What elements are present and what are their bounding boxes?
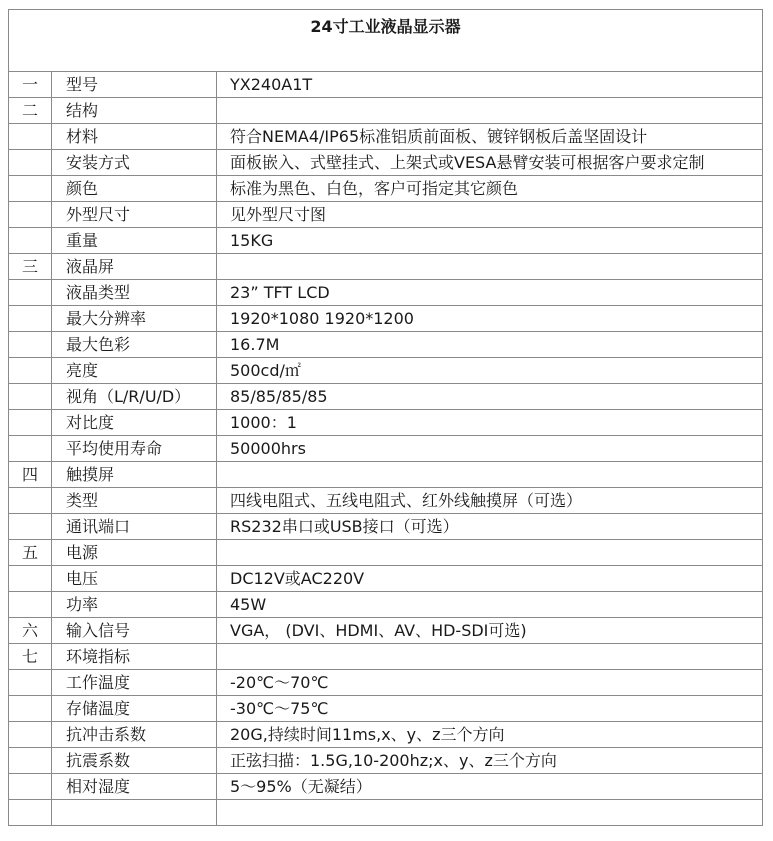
row-label: 电压: [52, 566, 217, 592]
row-value: 见外型尺寸图: [217, 202, 763, 228]
row-value: 面板嵌入、式壁挂式、上架式或VESA悬臂安装可根据客户要求定制: [217, 150, 763, 176]
row-section-number: [9, 566, 52, 592]
row-section-number: 二: [9, 98, 52, 124]
row-value: [217, 644, 763, 670]
row-section-number: [9, 384, 52, 410]
row-value: 20G,持续时间11ms,x、y、z三个方向: [217, 722, 763, 748]
row-label: 环境指标: [52, 644, 217, 670]
row-section-number: 一: [9, 72, 52, 98]
table-row: [9, 540, 763, 566]
table-row: [9, 592, 763, 618]
spec-table: [8, 9, 763, 826]
table-row: [9, 72, 763, 98]
row-value: 标准为黑色、白色，客户可指定其它颜色: [217, 176, 763, 202]
row-label: 抗震系数: [52, 748, 217, 774]
row-value: YX240A1T: [217, 72, 763, 98]
table-row: [9, 436, 763, 462]
row-label: 通讯端口: [52, 514, 217, 540]
row-label: 对比度: [52, 410, 217, 436]
table-row: [9, 462, 763, 488]
row-section-number: [9, 436, 52, 462]
row-value: VGA， (DVI、HDMI、AV、HD-SDI可选): [217, 618, 763, 644]
row-label: 颜色: [52, 176, 217, 202]
title-row: [9, 10, 763, 72]
row-section-number: [9, 748, 52, 774]
row-label: 重量: [52, 228, 217, 254]
row-label: 输入信号: [52, 618, 217, 644]
row-value: -20℃～70℃: [217, 670, 763, 696]
row-label: 平均使用寿命: [52, 436, 217, 462]
table-row: [9, 150, 763, 176]
table-row: [9, 254, 763, 280]
row-label: 安装方式: [52, 150, 217, 176]
row-section-number: 七: [9, 644, 52, 670]
row-section-number: [9, 358, 52, 384]
row-value: [217, 254, 763, 280]
empty-cell: [9, 800, 52, 826]
row-section-number: [9, 124, 52, 150]
spec-table-body: [9, 10, 763, 826]
row-value: 85/85/85/85: [217, 384, 763, 410]
row-label: 电源: [52, 540, 217, 566]
row-value: 四线电阻式、五线电阻式、红外线触摸屏（可选）: [217, 488, 763, 514]
row-section-number: [9, 228, 52, 254]
table-row: [9, 410, 763, 436]
table-row: [9, 358, 763, 384]
empty-cell: [217, 800, 763, 826]
table-row: [9, 514, 763, 540]
row-label: 视角（L/R/U/D）: [52, 384, 217, 410]
row-label: 最大分辨率: [52, 306, 217, 332]
row-value: 符合NEMA4/IP65标准铝质前面板、镀锌钢板后盖坚固设计: [217, 124, 763, 150]
row-value: 50000hrs: [217, 436, 763, 462]
table-row: [9, 98, 763, 124]
table-row: [9, 774, 763, 800]
row-value: 1920*1080 1920*1200: [217, 306, 763, 332]
table-row: [9, 384, 763, 410]
row-label: 最大色彩: [52, 332, 217, 358]
row-section-number: [9, 410, 52, 436]
row-section-number: 六: [9, 618, 52, 644]
row-value: [217, 462, 763, 488]
page-title: 24寸工业液晶显示器: [9, 10, 763, 72]
table-row: [9, 748, 763, 774]
table-row: [9, 228, 763, 254]
row-section-number: [9, 150, 52, 176]
row-label: 相对湿度: [52, 774, 217, 800]
row-label: 材料: [52, 124, 217, 150]
table-row: [9, 202, 763, 228]
table-row: [9, 306, 763, 332]
row-label: 抗冲击系数: [52, 722, 217, 748]
row-section-number: [9, 722, 52, 748]
table-row: [9, 696, 763, 722]
row-value: 5～95%（无凝结）: [217, 774, 763, 800]
row-value: DC12V或AC220V: [217, 566, 763, 592]
row-label: 工作温度: [52, 670, 217, 696]
table-row: [9, 644, 763, 670]
table-row: [9, 722, 763, 748]
row-value: 500cd/㎡: [217, 358, 763, 384]
row-value: 正弦扫描：1.5G,10-200hz;x、y、z三个方向: [217, 748, 763, 774]
row-value: -30℃～75℃: [217, 696, 763, 722]
row-label: 亮度: [52, 358, 217, 384]
table-row: [9, 670, 763, 696]
row-label: 液晶类型: [52, 280, 217, 306]
row-section-number: [9, 514, 52, 540]
row-value: 16.7M: [217, 332, 763, 358]
row-section-number: 五: [9, 540, 52, 566]
table-row: [9, 566, 763, 592]
table-row: [9, 332, 763, 358]
row-section-number: 三: [9, 254, 52, 280]
row-label: 功率: [52, 592, 217, 618]
row-section-number: [9, 176, 52, 202]
row-value: 15KG: [217, 228, 763, 254]
row-value: [217, 540, 763, 566]
row-label: 触摸屏: [52, 462, 217, 488]
empty-row: [9, 800, 763, 826]
table-row: [9, 280, 763, 306]
row-value: [217, 98, 763, 124]
row-section-number: [9, 306, 52, 332]
row-section-number: 四: [9, 462, 52, 488]
row-section-number: [9, 774, 52, 800]
row-section-number: [9, 332, 52, 358]
row-value: 23” TFT LCD: [217, 280, 763, 306]
row-section-number: [9, 592, 52, 618]
row-section-number: [9, 280, 52, 306]
row-value: 45W: [217, 592, 763, 618]
row-section-number: [9, 670, 52, 696]
row-section-number: [9, 696, 52, 722]
row-label: 型号: [52, 72, 217, 98]
row-label: 结构: [52, 98, 217, 124]
row-value: RS232串口或USB接口（可选）: [217, 514, 763, 540]
row-section-number: [9, 202, 52, 228]
row-label: 液晶屏: [52, 254, 217, 280]
row-label: 存储温度: [52, 696, 217, 722]
row-label: 类型: [52, 488, 217, 514]
table-row: [9, 488, 763, 514]
row-label: 外型尺寸: [52, 202, 217, 228]
empty-cell: [52, 800, 217, 826]
table-row: [9, 176, 763, 202]
table-row: [9, 618, 763, 644]
row-value: 1000：1: [217, 410, 763, 436]
row-section-number: [9, 488, 52, 514]
table-row: [9, 124, 763, 150]
